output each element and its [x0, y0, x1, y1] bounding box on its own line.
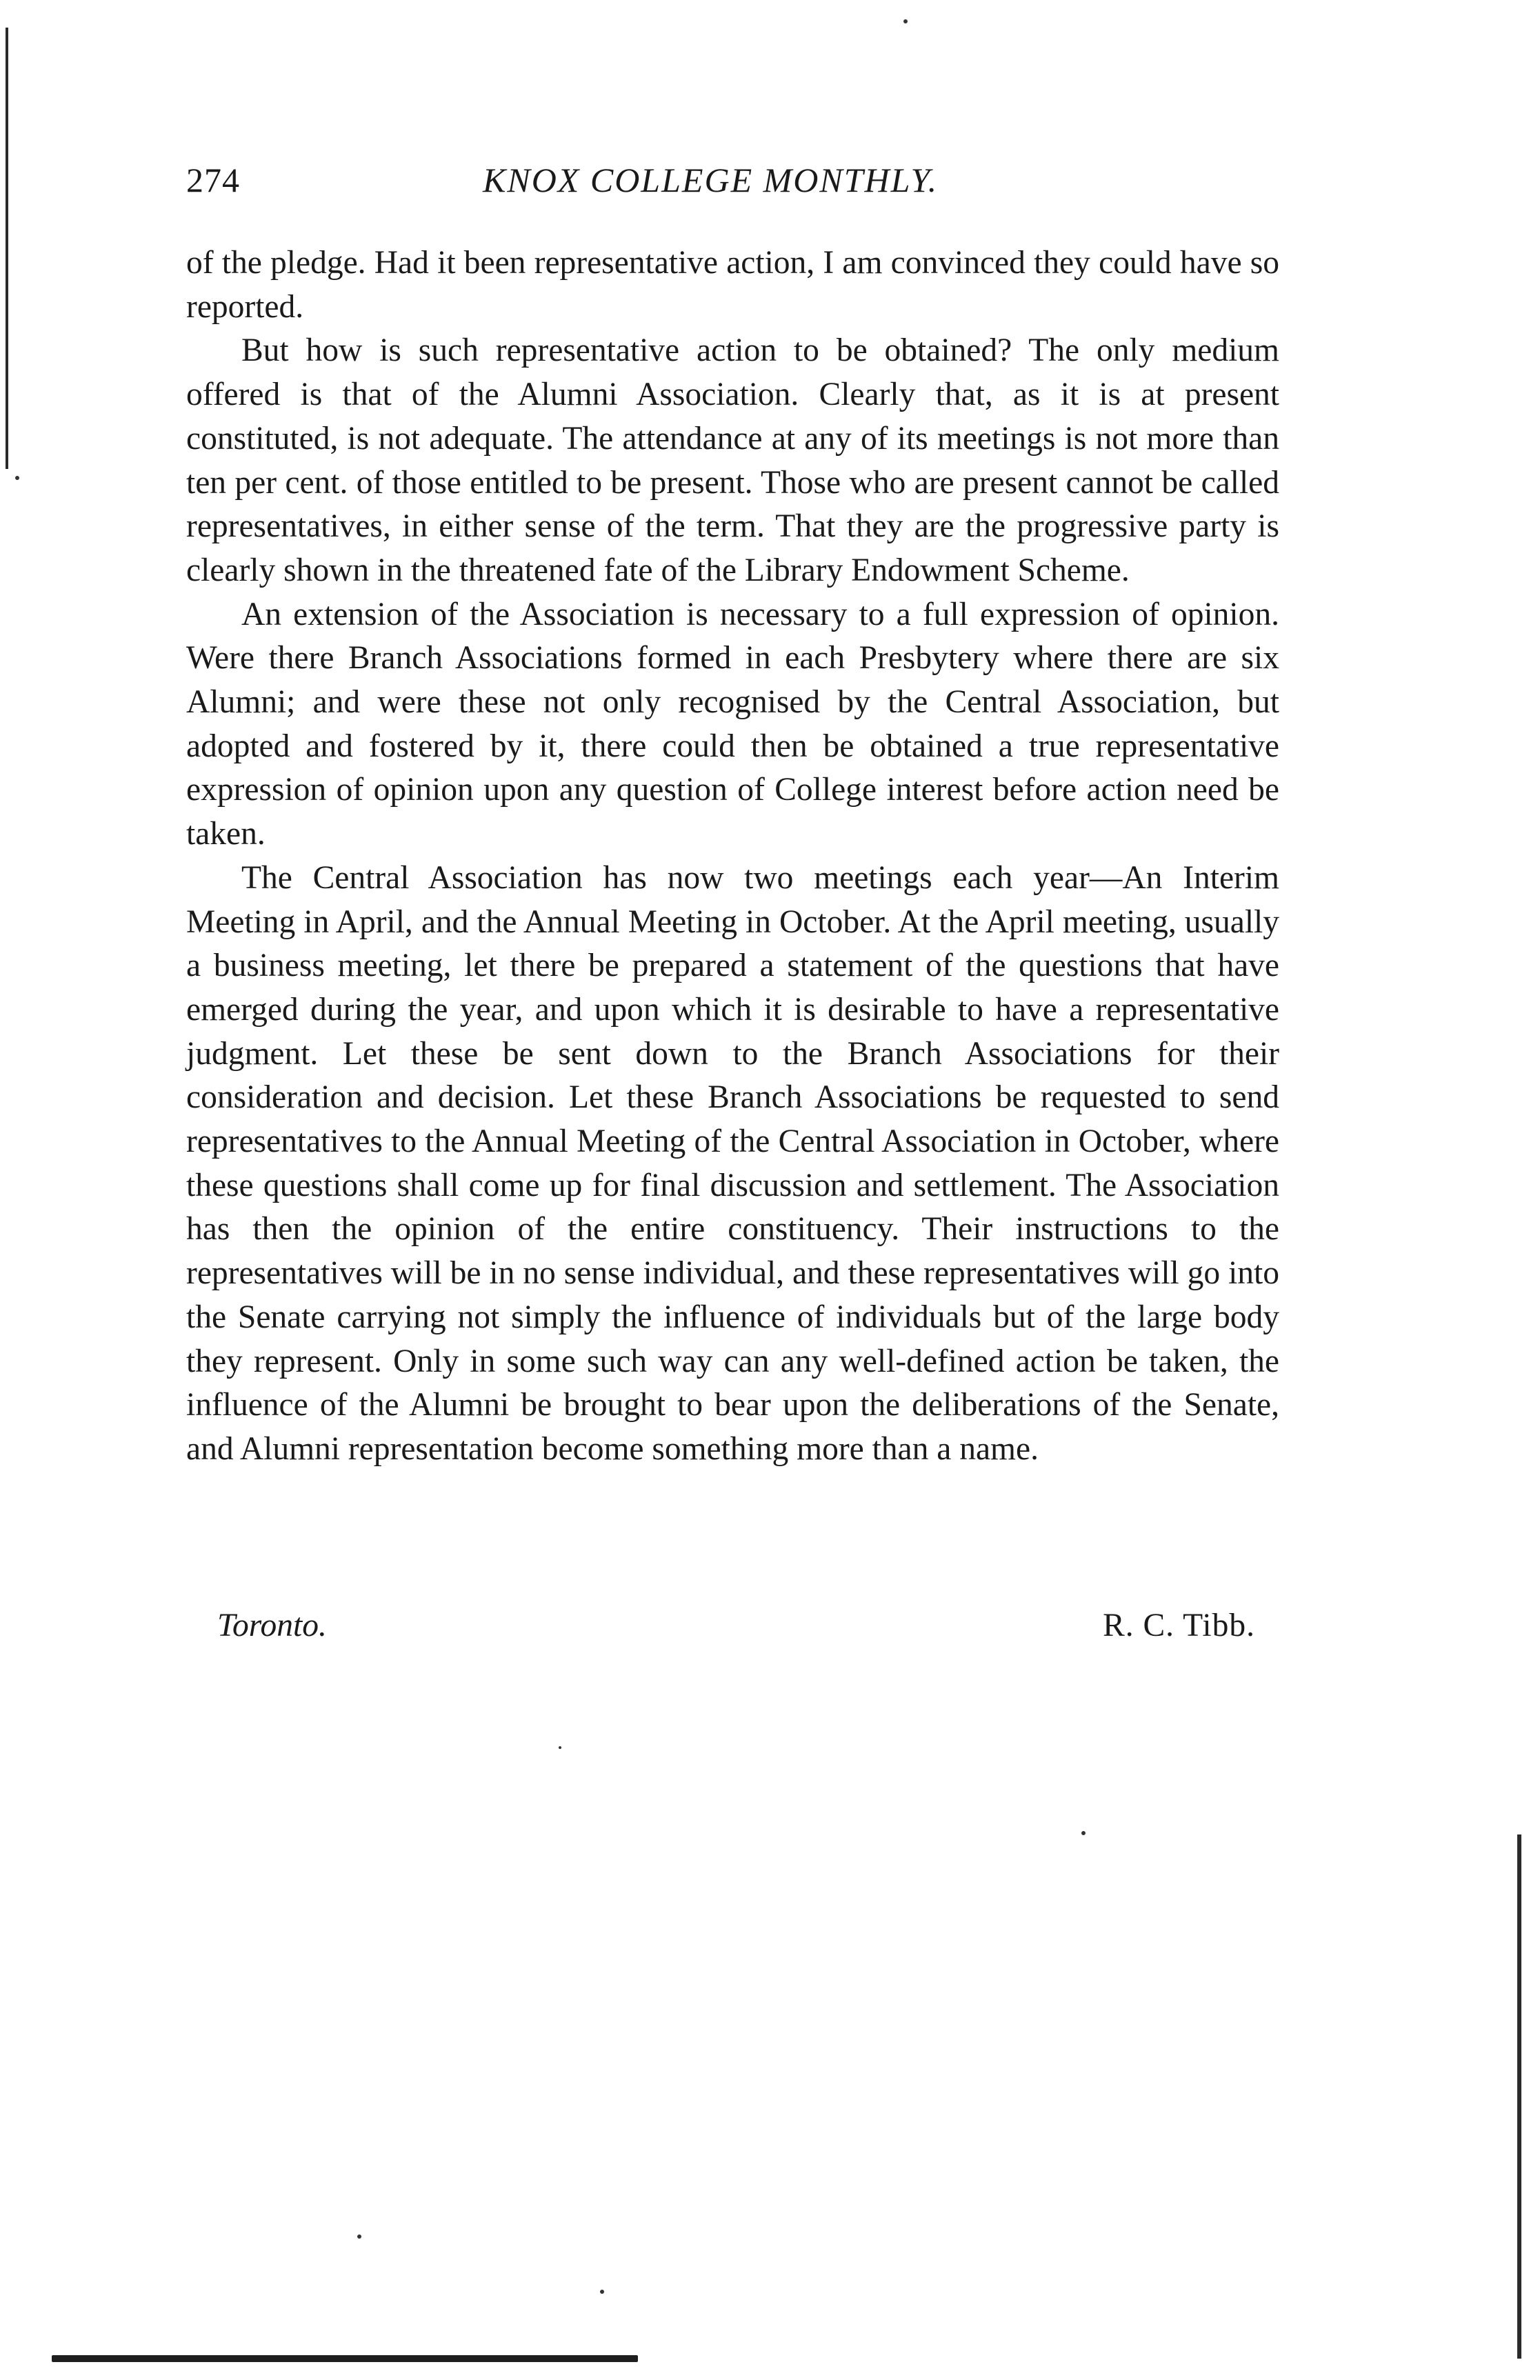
scan-edge-line	[1517, 1834, 1521, 2359]
scan-speck	[15, 476, 19, 480]
signature-author: R. C. Tibb.	[1103, 1608, 1255, 1643]
scan-speck	[357, 2234, 361, 2239]
paragraph: An extension of the Association is necessary to a full expression of opinion. Were there Branch Associations formed in each Presbytery where there are six Alumni; and were these not only recognised by the Central Association, but adopted and fostered by it, there could then be obtained a true representative expression of opinion upon any question of College interest before action need be taken.	[186, 596, 1279, 852]
scan-edge-line	[6, 28, 8, 469]
paragraph: The Central Association has now two meetings each year—An Interim Meeting in April, and the Annual Meeting in October. At the April meeting, usually a business meeting, let there be prepared a statement of the questions that have emerged during the year, and upon which it is desirable to have a representative judgment. Let these be sent down to the Branch Associations for their consideration and decision. Let these Branch Associations be requested to send representatives to the Annual Meeting of the Central Association in October, where these questions shall come up for final discussion and settlement. The Association has then the opinion of the entire constituency. Their instructions to the representatives will be in no sense individual, and these representatives will go into the Senate carrying not simply the influence of individuals but of the large body they represent. Only in some such way can any well-defined action be taken, the influence of the Alumni be brought to bear upon the deliberations of the Senate, and Alumni representation become something more than a name.	[186, 859, 1279, 1467]
scan-speck	[559, 1746, 561, 1749]
paragraph: But how is such representative action to be obtained? The only medium offered is that of the Alumni Association. Clearly that, as it is at present constituted, is not adequate. The attendance at any of its meetings is not more than ten per cent. of those entitled to be present. Those who are present cannot be called representatives, in either sense of the term. That they are the progressive party is clearly shown in the threatened fate of the Library Endowment Scheme.	[186, 332, 1279, 588]
signature-place: Toronto.	[217, 1608, 327, 1643]
page-header	[186, 160, 1317, 208]
paragraph: of the pledge. Had it been representative action, I am convinced they could have so reported.	[186, 245, 1279, 325]
page-number: 274	[186, 161, 240, 199]
running-title: KNOX COLLEGE MONTHLY.	[483, 161, 939, 199]
signature-line	[186, 1607, 1279, 1655]
scan-bottom-bar	[52, 2355, 638, 2362]
scan-speck	[1081, 1831, 1086, 1835]
scan-speck	[600, 2290, 604, 2294]
article-body	[186, 241, 1279, 1472]
scan-speck	[903, 19, 908, 23]
